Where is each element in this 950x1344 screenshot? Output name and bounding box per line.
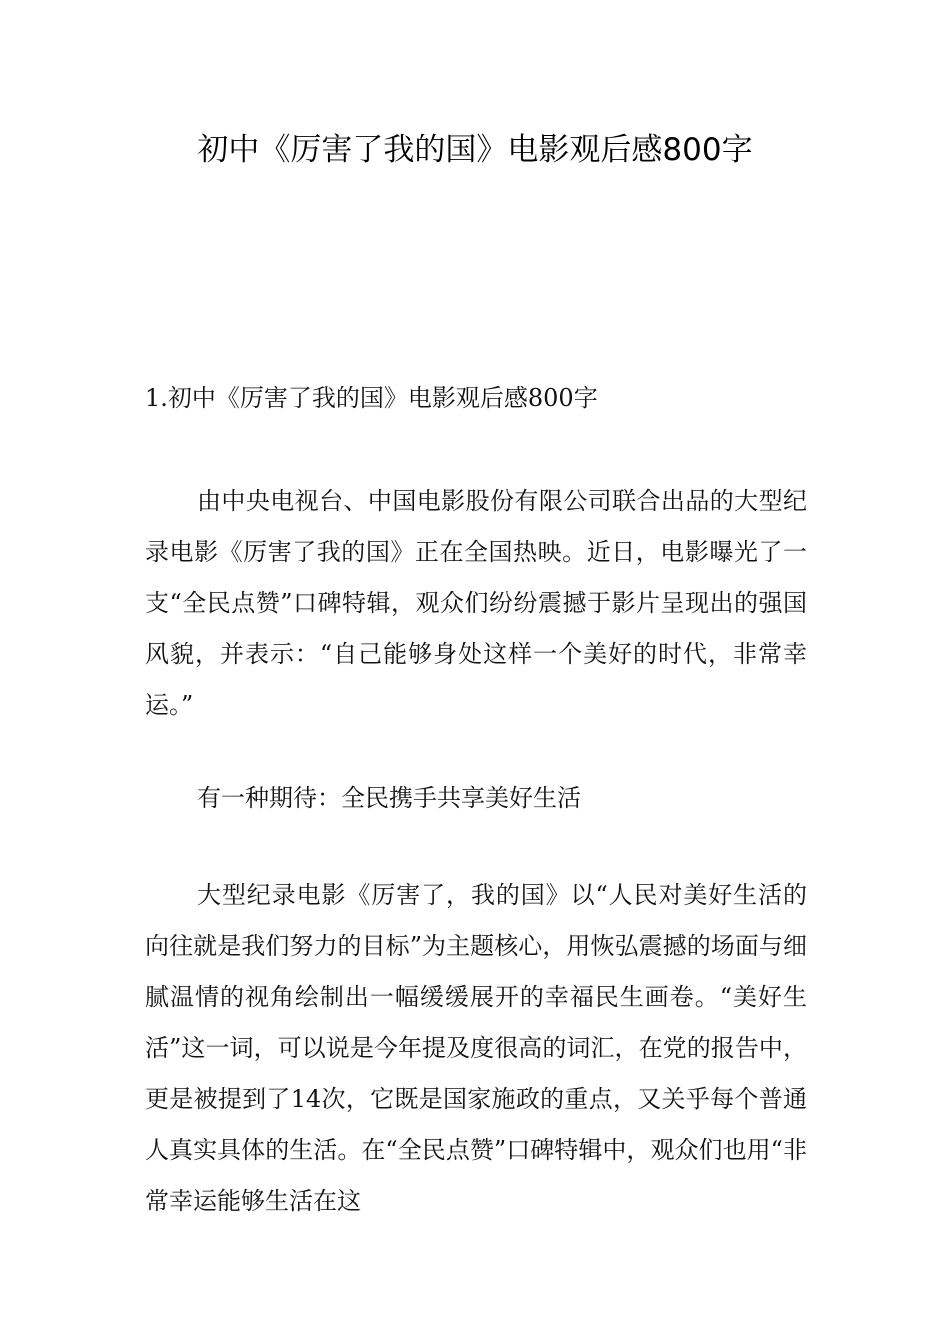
paragraph-intro: 由中央电视台、中国电影股份有限公司联合出品的大型纪录电影《厉害了我的国》正在全国热映。近日，电影曝光了一支“全民点赞”口碑特辑，观众们纷纷震撼于影片呈现出的强国风貌，并表示：“自己能够身处这样一个美好的时代，非常幸运。”: [145, 487, 807, 719]
paragraph-subheading: 有一种期待：全民携手共享美好生活: [197, 784, 581, 812]
document-title: 初中《厉害了我的国》电影观后感800字: [197, 132, 753, 168]
paragraph-body: 大型纪录电影《厉害了，我的国》以“人民对美好生活的向往就是我们努力的目标”为主题核心，用恢弘震撼的场面与细腻温情的视角绘制出一幅缓缓展开的幸福民生画卷。“美好生活”这一词，可以说是今年提及度很高的词汇，在党的报告中，更是被提到了14次，它既是国家施政的重点，又关乎每个普通人真实具体的生活。在“全民点赞”口碑特辑中，观众们也用“非常幸运能够生活在这: [145, 881, 807, 1215]
section-heading: 1.初中《厉害了我的国》电影观后感800字: [145, 384, 598, 412]
